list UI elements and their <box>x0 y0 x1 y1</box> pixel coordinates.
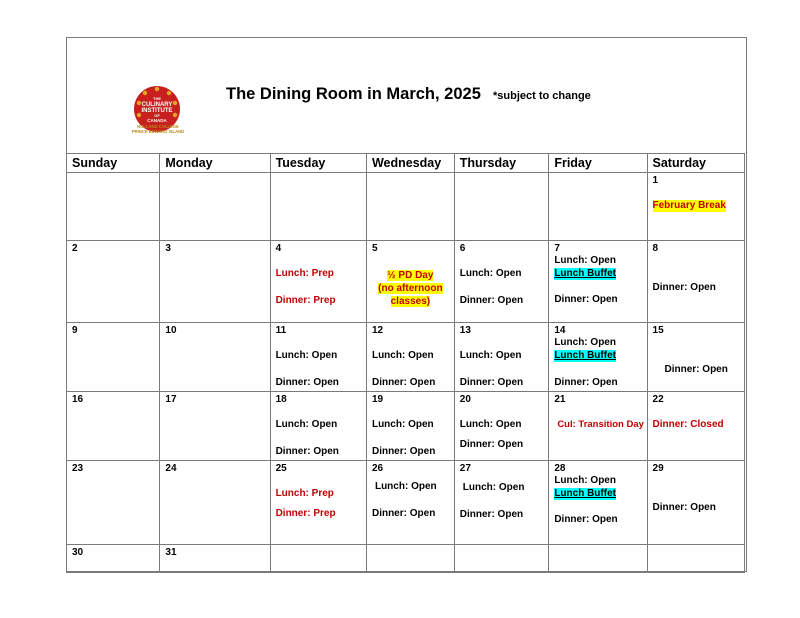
dinner-status: Dinner: Open <box>664 364 728 375</box>
day-number: 13 <box>459 325 471 336</box>
dinner-status: Dinner: Open <box>275 377 339 388</box>
day-cell <box>67 323 160 392</box>
day-cell <box>366 461 454 545</box>
day-cell <box>270 392 366 461</box>
logo-college-text <box>127 124 189 134</box>
day-cell <box>270 241 366 323</box>
lunch-status: Lunch: Open <box>275 419 338 430</box>
day-note: February Break <box>652 200 726 211</box>
pd-day-note <box>367 269 454 308</box>
lunch-status: Lunch: Open <box>459 419 522 430</box>
day-cell <box>270 323 366 392</box>
day-cell-empty <box>549 173 647 241</box>
day-number: 20 <box>459 394 471 405</box>
dinner-status: Dinner: Open <box>652 502 716 513</box>
day-cell-empty <box>647 545 744 573</box>
day-cell <box>549 392 647 461</box>
day-cell <box>160 461 270 545</box>
day-number: 14 <box>554 325 566 336</box>
dinner-status: Dinner: Open <box>371 508 436 519</box>
dinner-status: Dinner: Open <box>459 377 524 388</box>
day-cell <box>647 461 744 545</box>
day-cell <box>160 545 270 573</box>
day-cell <box>160 392 270 461</box>
dinner-status: Dinner: Open <box>554 294 618 305</box>
day-number: 31 <box>165 547 177 558</box>
lunch-status: Lunch: Open <box>371 350 434 361</box>
day-number: 21 <box>554 394 566 405</box>
weekday-thursday: Thursday <box>454 154 549 173</box>
dinner-status: Dinner: Open <box>652 282 716 293</box>
day-number: 11 <box>275 325 287 336</box>
svg-text:INSTITUTE: INSTITUTE <box>141 108 173 114</box>
day-number: 25 <box>275 463 287 474</box>
pd-day-line3: classes) <box>390 296 431 307</box>
transition-day-note: Cul: Transition Day <box>557 419 644 430</box>
week-row <box>67 545 745 573</box>
dinner-status: Dinner: Open <box>459 295 524 306</box>
page-title: The Dining Room in March, 2025 <box>226 85 481 103</box>
week-row <box>67 173 745 241</box>
day-cell <box>549 323 647 392</box>
day-cell <box>366 241 454 323</box>
day-number: 16 <box>72 394 84 405</box>
dinner-status: Dinner: Open <box>554 514 618 525</box>
dinner-status: Dinner: Open <box>371 446 436 457</box>
day-number: 6 <box>459 243 466 254</box>
day-cell <box>160 323 270 392</box>
lunch-status: Lunch: Open <box>554 337 616 348</box>
day-number: 30 <box>72 547 84 558</box>
lunch-buffet-badge: Lunch Buffet <box>554 268 616 279</box>
day-cell-empty <box>366 545 454 573</box>
day-number: 2 <box>72 243 78 254</box>
day-cell <box>454 241 549 323</box>
day-cell <box>647 323 744 392</box>
dinner-status: Dinner: Open <box>554 377 618 388</box>
day-number: 15 <box>652 325 664 336</box>
lunch-status: Lunch: Open <box>459 268 522 279</box>
lunch-status: Lunch: Prep <box>275 268 334 279</box>
dinner-status: Dinner: Open <box>459 439 524 450</box>
day-cell-empty <box>549 545 647 573</box>
dinner-status: Dinner: Open <box>459 509 524 520</box>
day-number: 29 <box>652 463 664 474</box>
day-cell <box>454 461 549 545</box>
lunch-status: Lunch: Open <box>374 481 437 492</box>
svg-text:CULINARY: CULINARY <box>141 102 173 108</box>
day-cell <box>647 241 744 323</box>
day-cell-empty <box>454 545 549 573</box>
weekday-friday: Friday <box>549 154 647 173</box>
day-cell-empty <box>67 173 160 241</box>
day-number: 7 <box>554 243 560 254</box>
weekday-monday: Monday <box>160 154 270 173</box>
day-number: 17 <box>165 394 177 405</box>
day-cell-empty <box>270 173 366 241</box>
lunch-status: Lunch: Prep <box>275 488 334 499</box>
day-cell <box>549 241 647 323</box>
lunch-buffet-badge: Lunch Buffet <box>554 350 616 361</box>
calendar-page <box>66 37 747 572</box>
day-number: 23 <box>72 463 84 474</box>
page-subtitle: *subject to change <box>493 90 591 102</box>
day-cell-empty <box>366 173 454 241</box>
day-cell <box>647 173 744 241</box>
day-number: 8 <box>652 243 659 254</box>
day-number: 24 <box>165 463 177 474</box>
day-number: 18 <box>275 394 287 405</box>
calendar-table <box>66 153 745 573</box>
day-number: 10 <box>165 325 177 336</box>
day-cell-empty <box>454 173 549 241</box>
logo-province: PRINCE EDWARD ISLAND <box>131 129 185 134</box>
lunch-status: Lunch: Open <box>275 350 338 361</box>
day-number: 1 <box>652 175 659 186</box>
dinner-status: Dinner: Prep <box>275 295 336 306</box>
weekday-sunday: Sunday <box>67 154 160 173</box>
day-cell <box>454 392 549 461</box>
day-cell <box>67 392 160 461</box>
day-number: 12 <box>371 325 384 336</box>
day-cell <box>549 461 647 545</box>
lunch-buffet-badge: Lunch Buffet <box>554 488 616 499</box>
day-number: 3 <box>165 243 171 254</box>
day-cell <box>647 392 744 461</box>
weekday-tuesday: Tuesday <box>270 154 366 173</box>
day-cell <box>67 545 160 573</box>
lunch-status: Lunch: Open <box>371 419 434 430</box>
dinner-status: Dinner: Open <box>275 446 339 457</box>
lunch-status: Lunch: Open <box>462 482 525 493</box>
week-row <box>67 323 745 392</box>
svg-text:OF: OF <box>154 113 160 118</box>
day-number: 26 <box>371 463 384 474</box>
day-cell <box>160 241 270 323</box>
week-row <box>67 392 745 461</box>
week-row <box>67 241 745 323</box>
day-cell <box>67 241 160 323</box>
day-number: 9 <box>72 325 78 336</box>
lunch-status: Lunch: Open <box>554 475 616 486</box>
day-number: 27 <box>459 463 471 474</box>
pd-day-line2: (no afternoon <box>378 283 443 294</box>
dinner-status: Dinner: Prep <box>275 508 336 519</box>
day-cell-empty <box>270 545 366 573</box>
week-row <box>67 461 745 545</box>
day-cell-empty <box>160 173 270 241</box>
day-cell <box>67 461 160 545</box>
pd-day-line1: ½ PD Day <box>387 270 434 281</box>
day-cell <box>366 392 454 461</box>
day-cell <box>454 323 549 392</box>
weekday-saturday: Saturday <box>647 154 744 173</box>
weekday-wednesday: Wednesday <box>366 154 454 173</box>
day-number: 4 <box>275 243 282 254</box>
dinner-status: Dinner: Open <box>371 377 436 388</box>
day-number: 5 <box>371 243 378 254</box>
dinner-closed-note: Dinner: Closed <box>652 419 724 430</box>
day-cell <box>270 461 366 545</box>
day-number: 19 <box>371 394 384 405</box>
lunch-status: Lunch: Open <box>459 350 522 361</box>
weekday-header-row <box>67 154 745 173</box>
day-number: 22 <box>652 394 664 405</box>
day-number: 28 <box>554 463 566 474</box>
lunch-status: Lunch: Open <box>554 255 616 266</box>
calendar-header <box>67 38 746 154</box>
day-cell <box>366 323 454 392</box>
svg-text:THE: THE <box>153 96 161 101</box>
svg-text:CANADA: CANADA <box>147 118 167 123</box>
logo-college-name: HOLLAND COLLEGE <box>137 124 179 129</box>
